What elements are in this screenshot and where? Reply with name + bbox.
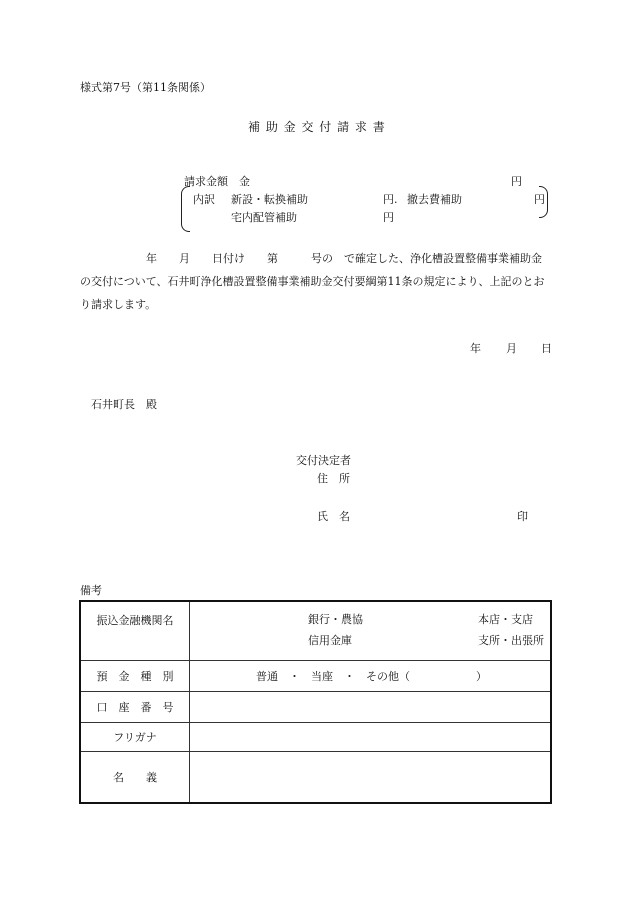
account-number-label: 口 座 番 号 xyxy=(80,692,190,723)
breakdown-item-removal-yen: 円 xyxy=(534,193,545,206)
bank-types-line1: 銀行・農協 xyxy=(308,613,363,626)
bank-name-label: 振込金融機関名 xyxy=(96,614,174,627)
account-type-options[interactable]: 普通 ・ 当座 ・ その他（ ） xyxy=(190,661,552,692)
request-body-text: 年 月 日付け 第 号の で確定した、浄化槽設置整備事業補助金の交付について、石井町浄化槽設置整備事業補助金交付要綱第11条の規定により、上記のとおり請求します。 xyxy=(80,252,545,311)
breakdown-item-removal: 撤去費補助 xyxy=(407,193,462,206)
breakdown-item-new-yen: 円. xyxy=(383,193,398,206)
bank-name-label-cell xyxy=(80,601,190,661)
date-month: 月 xyxy=(506,342,517,355)
furigana-label: フリガナ xyxy=(80,723,190,752)
breakdown-item-piping-yen: 円 xyxy=(383,211,394,224)
form-number: 様式第7号（第11条関係） xyxy=(80,81,211,94)
claim-amount-yen: 円 xyxy=(511,175,522,188)
applicant-name-label: 氏 名 xyxy=(317,510,350,523)
applicant-address-label: 住 所 xyxy=(317,472,350,485)
addressee: 石井町長 殿 xyxy=(91,398,157,411)
breakdown-open-bracket xyxy=(181,186,190,232)
document-title: 補 助 金 交 付 請 求 書 xyxy=(248,120,386,134)
branch-types-line2: 支所・出張所 xyxy=(478,634,544,647)
account-holder-label: 名 義 xyxy=(80,752,190,803)
furigana-field[interactable] xyxy=(190,723,552,752)
account-number-field[interactable] xyxy=(190,692,552,723)
seal-mark: 印 xyxy=(517,510,528,523)
date-year: 年 xyxy=(470,342,481,355)
account-holder-field[interactable] xyxy=(190,752,552,803)
applicant-title: 交付決定者 xyxy=(296,454,351,467)
date-day: 日 xyxy=(541,342,552,355)
bank-name-cell[interactable] xyxy=(190,601,552,661)
bank-transfer-table xyxy=(79,600,552,804)
bank-types-line2: 信用金庫 xyxy=(308,634,352,647)
claim-amount-label: 請求金額 金 xyxy=(184,175,250,188)
breakdown-label: 内訳 xyxy=(193,193,215,206)
remarks-label: 備考 xyxy=(80,584,102,597)
account-type-label: 預 金 種 別 xyxy=(80,661,190,692)
breakdown-item-new: 新設・転換補助 xyxy=(231,193,308,206)
branch-types-line1: 本店・支店 xyxy=(478,613,533,626)
breakdown-item-piping: 宅内配管補助 xyxy=(231,211,297,224)
